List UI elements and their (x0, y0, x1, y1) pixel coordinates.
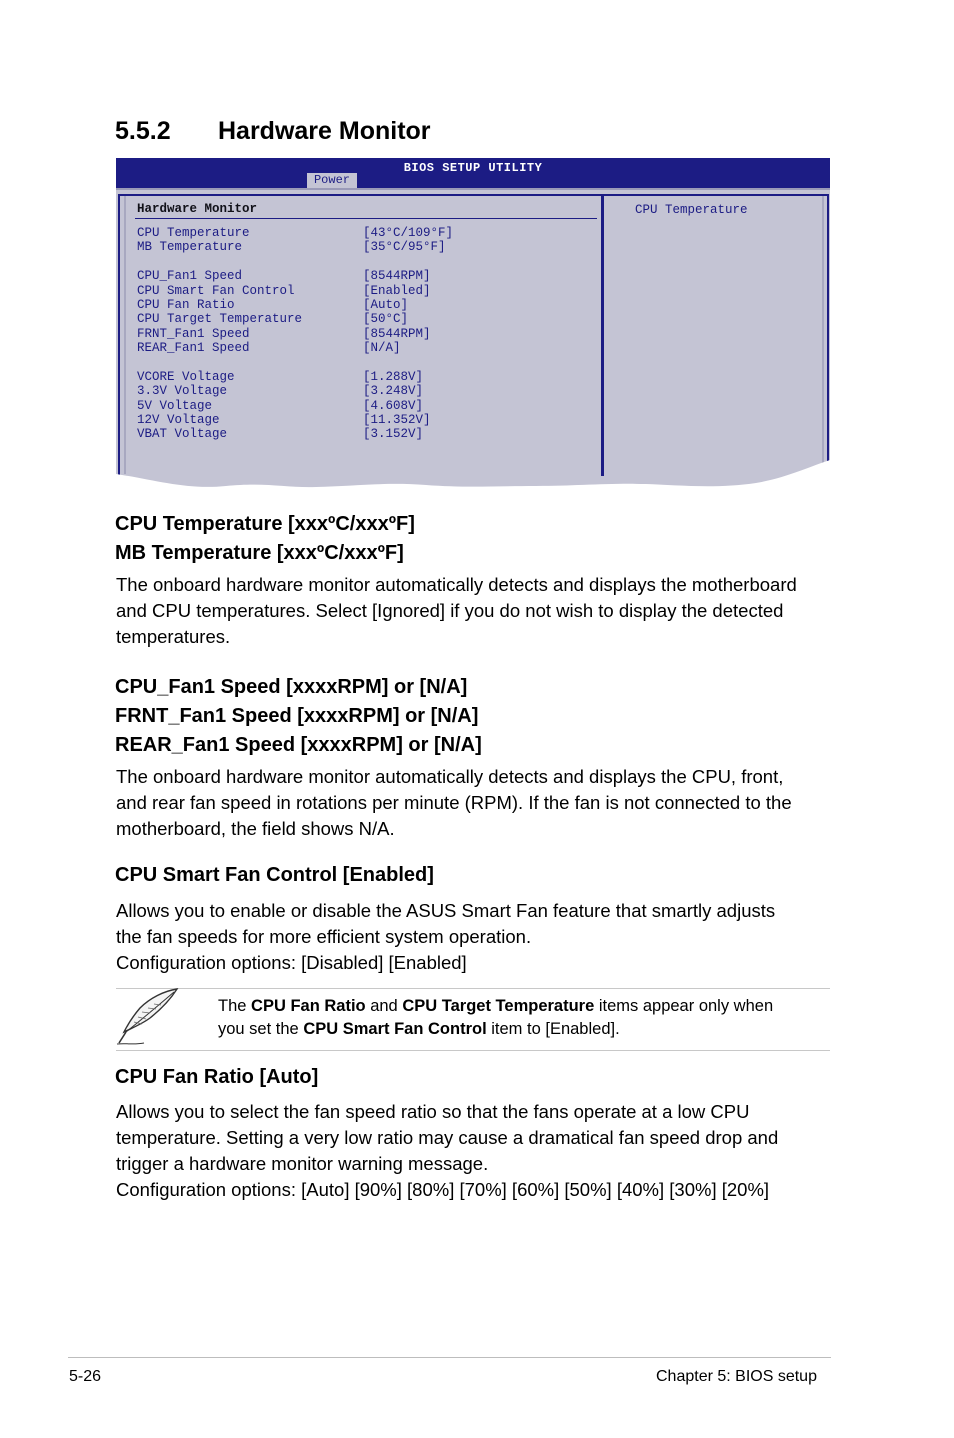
tab-power[interactable]: Power (307, 173, 357, 188)
paragraph-line: motherboard, the field shows N/A. (116, 818, 395, 839)
bios-title: BIOS SETUP UTILITY (403, 161, 543, 175)
setting-value: [Enabled] (363, 283, 431, 298)
setting-vcore-voltage[interactable] (137, 370, 577, 384)
setting-rear-fan1-speed[interactable] (137, 341, 577, 355)
setting-5v-voltage[interactable] (137, 399, 577, 413)
temperature-description (116, 572, 797, 650)
setting-label: MB Temperature (137, 240, 243, 255)
setting-frnt-fan1-speed[interactable] (137, 327, 577, 341)
note-bold: CPU Fan Ratio (251, 997, 366, 1015)
heading-frnt-fan1-speed: FRNT_Fan1 Speed [xxxxRPM] or [N/A] (115, 705, 479, 727)
heading-rear-fan1-speed: REAR_Fan1 Speed [xxxxRPM] or [N/A] (115, 734, 482, 756)
paragraph-line: and CPU temperatures. Select [Ignored] if you do not wish to display the detected (116, 600, 784, 621)
paragraph-line: temperatures. (116, 626, 231, 647)
note-rule-bottom (116, 1050, 830, 1051)
setting-label: VCORE Voltage (137, 369, 235, 384)
paragraph-line: and rear fan speed in rotations per minute (RPM). If the fan is not connected to the (116, 792, 792, 813)
setting-value: [3.152V] (363, 427, 424, 442)
heading-cpu-smart-fan-control: CPU Smart Fan Control [Enabled] (115, 864, 434, 886)
temperature-headings (115, 510, 415, 568)
bios-pane-divider (601, 194, 604, 476)
page-number: 5-26 (69, 1368, 102, 1385)
setting-value: [3.248V] (363, 384, 424, 399)
setting-label: REAR_Fan1 Speed (137, 341, 250, 356)
paragraph-line: Configuration options: [Auto] [90%] [80%] [70%] [60%] [50%] [40%] [30%] [20%] (116, 1179, 770, 1200)
spacer (137, 255, 577, 269)
paragraph-line: the fan speeds for more efficient system operation. (116, 926, 532, 947)
bios-header (116, 158, 830, 190)
bios-help-pane (606, 196, 824, 474)
bios-screenshot (116, 158, 830, 494)
setting-cpu-target-temperature[interactable] (137, 312, 577, 326)
note-rule-top (116, 988, 830, 989)
setting-value: [8544RPM] (363, 269, 431, 284)
setting-cpu-fan1-speed[interactable] (137, 269, 577, 283)
setting-cpu-smart-fan-control[interactable] (137, 284, 577, 298)
setting-label: 3.3V Voltage (137, 384, 228, 399)
note-fragment: item to [Enabled]. (486, 1020, 620, 1038)
setting-label: CPU Temperature (137, 226, 250, 240)
paragraph-line: Allows you to enable or disable the ASUS Smart Fan feature that smartly adjusts (116, 900, 776, 921)
setting-value: [43°C/109°F] (363, 226, 454, 240)
bios-settings-list (137, 226, 577, 442)
section-number: 5.5.2 (115, 117, 171, 145)
note-fragment: and (365, 997, 403, 1015)
heading-cpu-fan-ratio: CPU Fan Ratio [Auto] (115, 1066, 319, 1088)
setting-label: CPU Smart Fan Control (137, 283, 295, 298)
bios-help-text: CPU Temperature (635, 203, 748, 217)
bios-panel-title: Hardware Monitor (137, 202, 258, 216)
setting-value: [1.288V] (363, 369, 424, 384)
setting-value: [4.608V] (363, 398, 424, 413)
paragraph-line: Configuration options: [Disabled] [Enabled] (116, 952, 467, 973)
fan-speed-description (116, 764, 792, 842)
setting-vbat-voltage[interactable] (137, 427, 577, 441)
heading-cpu-fan1-speed: CPU_Fan1 Speed [xxxxRPM] or [N/A] (115, 676, 468, 698)
setting-value: [8544RPM] (363, 326, 431, 341)
note-fragment: The (218, 997, 252, 1015)
paragraph-line: The onboard hardware monitor automatically detects and displays the CPU, front, (116, 766, 784, 787)
heading-mb-temperature: MB Temperature [xxxºC/xxxºF] (115, 542, 404, 564)
bios-body (116, 190, 830, 496)
setting-12v-voltage[interactable] (137, 413, 577, 427)
setting-cpu-fan-ratio[interactable] (137, 298, 577, 312)
setting-3v3-voltage[interactable] (137, 384, 577, 398)
torn-edge (116, 456, 830, 496)
setting-value: [N/A] (363, 341, 401, 356)
setting-value: [11.352V] (363, 413, 431, 428)
setting-label: CPU Fan Ratio (137, 297, 235, 312)
heading-cpu-temperature: CPU Temperature [xxxºC/xxxºF] (115, 513, 415, 535)
fan-speed-headings (115, 673, 482, 760)
feather-pen-icon (114, 986, 182, 1046)
note-bold: CPU Target Temperature (402, 997, 595, 1015)
setting-value: [50°C] (363, 312, 409, 327)
setting-label: FRNT_Fan1 Speed (137, 326, 250, 341)
setting-label: VBAT Voltage (137, 427, 228, 442)
note-line (218, 995, 773, 1018)
section-title-text: Hardware Monitor (218, 117, 431, 145)
spacer (137, 356, 577, 370)
setting-mb-temperature[interactable] (137, 240, 577, 254)
smart-fan-description (116, 898, 775, 976)
paragraph-line: temperature. Setting a very low ratio may cause a dramatical fan speed drop and (116, 1127, 779, 1148)
section-title (115, 117, 431, 146)
paragraph-line: Allows you to select the fan speed ratio so that the fans operate at a low CPU (116, 1101, 750, 1122)
paragraph-line: trigger a hardware monitor warning message. (116, 1153, 489, 1174)
note-fragment: items appear only when (594, 997, 774, 1015)
note-line (218, 1018, 773, 1041)
setting-value: [35°C/95°F] (363, 240, 446, 255)
fan-ratio-description (116, 1099, 778, 1203)
setting-label: CPU Target Temperature (137, 312, 303, 327)
setting-value: [Auto] (363, 297, 409, 312)
setting-cpu-temperature[interactable] (137, 226, 577, 240)
setting-label: 5V Voltage (137, 398, 213, 413)
setting-label: CPU_Fan1 Speed (137, 269, 243, 284)
setting-label: 12V Voltage (137, 413, 220, 428)
note-fragment: you set the (218, 1020, 304, 1038)
footer-rule (68, 1357, 831, 1358)
note-text (218, 995, 773, 1041)
chapter-label: Chapter 5: BIOS setup (656, 1368, 817, 1385)
bios-panel-rule (135, 218, 597, 219)
paragraph-line: The onboard hardware monitor automatically detects and displays the motherboard (116, 574, 797, 595)
note-bold: CPU Smart Fan Control (303, 1020, 487, 1038)
